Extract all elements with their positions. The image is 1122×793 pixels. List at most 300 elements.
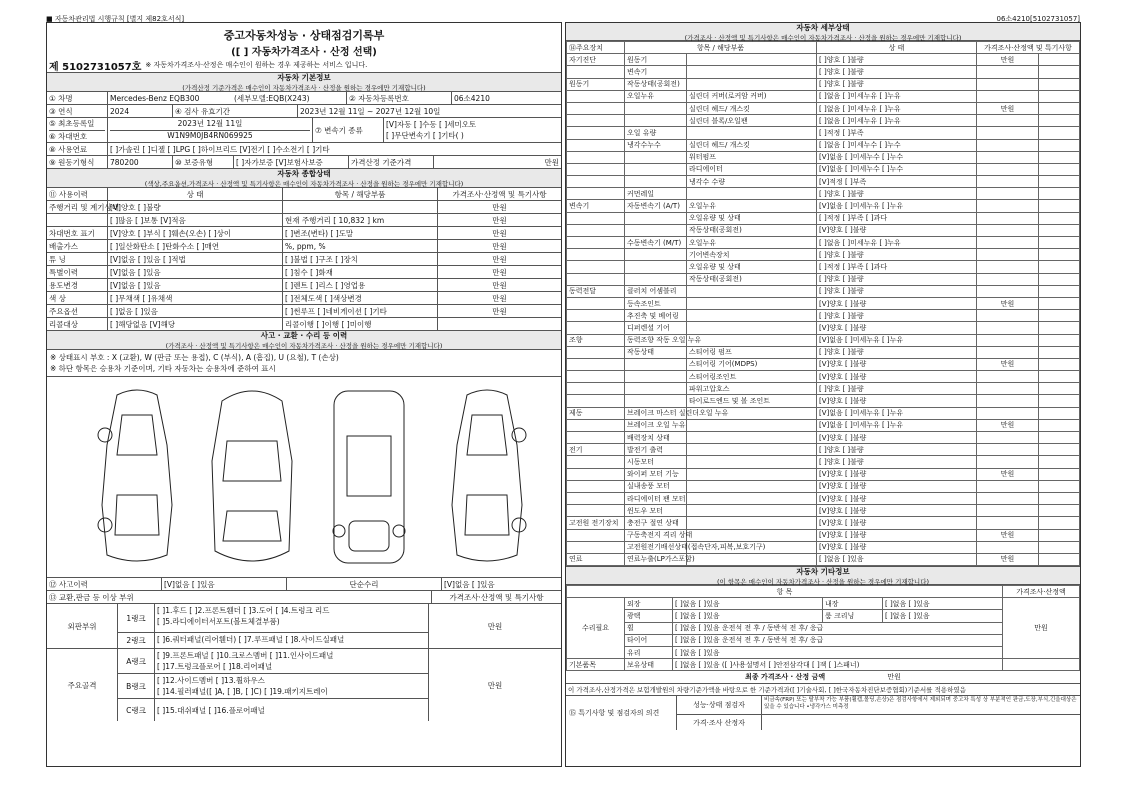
detail-item: 발전기 출력: [625, 444, 687, 456]
detail-note-cell: [1039, 54, 1080, 66]
detail-item: 배력장치 상태: [625, 432, 687, 444]
detail-item: 윈도우 모터: [625, 505, 687, 517]
model-detail: (세부모델:EQB(X243): [232, 92, 347, 104]
detail-status: [ ]양호 [ ]불량: [817, 78, 977, 90]
repair-needed-label: 수리필요: [567, 598, 625, 659]
detail-item: 실내송풍 모터: [625, 480, 687, 492]
detail-row: [567, 456, 1080, 468]
detail-price: [977, 224, 1039, 236]
basic-info-note: (가격산정 기준가격은 매수인이 자동차가격조사 · 산정을 원하는 경우에만 기재합니다): [182, 84, 426, 92]
ov-item-detail: %, ppm, %: [283, 240, 438, 252]
detail-item: [625, 102, 687, 114]
ov-item-status: [ ]없음 [ ]있음: [108, 305, 283, 317]
etc-glass-label: 유리: [625, 647, 673, 659]
overall-row: [47, 266, 561, 279]
detail-note-cell: [1039, 188, 1080, 200]
fuel-label: ⑧ 사용연료: [47, 143, 108, 155]
detail-status: [V]양호 [ ]불량: [817, 492, 977, 504]
detail-price: 만원: [977, 358, 1039, 370]
detail-part: 작동상태(공회전): [687, 273, 817, 285]
detail-price: [977, 444, 1039, 456]
outer-price: 만원: [487, 621, 503, 631]
final-price-label: 최종 가격조사 · 산정 금액: [745, 673, 826, 682]
ov-item-price: 만원: [492, 202, 507, 212]
detail-part: [687, 456, 817, 468]
ov-item-label: 튜 닝: [47, 253, 108, 265]
detail-device: 연료: [567, 553, 625, 565]
ov-item-price: 만원: [492, 241, 507, 251]
detail-price: [977, 115, 1039, 127]
ov-item-detail: 리콜이행 [ ]이행 [ ]미이행: [283, 318, 438, 330]
left-page: [46, 22, 562, 767]
detail-part: [687, 66, 817, 78]
basic-items-value: [ ]없음 [ ]있음 ([ ]사용설명서 [ ]안전삼각대 [ ]잭 [ ]스패너): [673, 659, 1003, 671]
detail-device: [567, 188, 625, 200]
final-price-note: 이 가격조사,산정가격은 보험개발원의 차량기준가액을 바탕으로 한 기준가격과([ ]기술사회, [ ]한국자동차진단보증협회)기준서를 적용하였음: [566, 684, 1080, 696]
exchange-price-head: 가격조사·산정액 및 특기사항: [449, 592, 544, 602]
detail-part: 스티어링조인트: [687, 371, 817, 383]
detail-note-cell: [1039, 407, 1080, 419]
detail-status: [ ]양호 [ ]불량: [817, 383, 977, 395]
detail-row: [567, 163, 1080, 175]
detail-status: [V]양호 [ ]불량: [817, 529, 977, 541]
detail-device: 고전원 전기장치: [567, 517, 625, 529]
ov-item-status: [V]없음 [ ]있음 [ ]적법: [108, 253, 283, 265]
detail-status: [ ]없음 [ ]미세누유 [ ]누유: [817, 115, 977, 127]
rankA-label: A랭크: [118, 649, 155, 673]
detail-item: 추진축 및 베어링: [625, 310, 687, 322]
detail-status: [ ]양호 [ ]불량: [817, 346, 977, 358]
detail-item: 작동상태: [625, 346, 687, 358]
detail-status: [V]양호 [ ]불량: [817, 541, 977, 553]
detail-row: [567, 249, 1080, 261]
legend-symbols: ※ 상태표시 부호 : X (교환), W (판금 또는 용접), C (부식), A (흠집), U (요철), T (손상): [50, 353, 339, 362]
detail-status: [V]없음 [ ]미세누유 [ ]누유: [817, 200, 977, 212]
detail-device: [567, 102, 625, 114]
detail-price: 만원: [977, 529, 1039, 541]
accident-note: (가격조사 · 산정액 및 특기사항은 매수인이 자동차가격조사 · 산정을 원하는 경우에만 기재합니다): [165, 342, 443, 350]
detail-part: [687, 492, 817, 504]
detail-device: [567, 115, 625, 127]
detail-status: [ ]양호 [ ]불량: [817, 54, 977, 66]
detail-note-cell: [1039, 297, 1080, 309]
engine-type-value: 780200: [108, 156, 173, 168]
detail-price: [977, 346, 1039, 358]
detail-price: [977, 505, 1039, 517]
detail-note-cell: [1039, 322, 1080, 334]
detail-status: [V]양호 [ ]불량: [817, 297, 977, 309]
etc-interior-label: 내장: [823, 598, 883, 610]
detail-note-cell: [1039, 237, 1080, 249]
detail-part: 타이로드엔드 및 볼 조인트: [687, 395, 817, 407]
detail-item: 수동변속기 (M/T): [625, 237, 687, 249]
detail-price: [977, 310, 1039, 322]
detail-note-cell: [1039, 224, 1080, 236]
detail-device: 변속기: [567, 200, 625, 212]
detail-note-cell: [1039, 432, 1080, 444]
base-price-unit: 만원: [544, 157, 559, 167]
detail-price: [977, 285, 1039, 297]
detail-status: [ ]없음 [ ]미세누유 [ ]누유: [817, 102, 977, 114]
ov-item-detail: 현재 주행거리 [ 10,832 ] km: [283, 214, 438, 226]
detail-note-cell: [1039, 444, 1080, 456]
detail-row: [567, 200, 1080, 212]
ov-item-status: [V]없음 [ ]있음: [108, 266, 283, 278]
doc-subtitle: ([ ] 자동차가격조사 · 산정 선택): [231, 47, 377, 58]
rankC-label: C랭크: [118, 699, 155, 721]
detail-row: [567, 492, 1080, 504]
detail-item: 동력조향 작동 오일 누유: [625, 334, 687, 346]
ov-item-detail: [ ]침수 [ ]화재: [283, 266, 438, 278]
detail-item: 라디에이터 팬 모터: [625, 492, 687, 504]
detail-row: [567, 371, 1080, 383]
detail-part: 냉각수 수량: [687, 176, 817, 188]
detail-part: 작동상태(공회전): [687, 224, 817, 236]
detail-part: 라디에이터: [687, 163, 817, 175]
detail-status: [V]없음 [ ]미세누유 [ ]누유: [817, 419, 977, 431]
detail-item: [625, 371, 687, 383]
detail-status: [ ]양호 [ ]불량: [817, 285, 977, 297]
ov-head-price: 가격조사·산정액 및 특기사항: [452, 189, 547, 199]
detail-note-cell: [1039, 127, 1080, 139]
rank2-label: 2랭크: [118, 633, 155, 648]
final-price-unit: 만원: [887, 673, 901, 682]
detail-status: [V]없음 [ ]미세누수 [ ]누수: [817, 163, 977, 175]
detail-note-cell: [1039, 456, 1080, 468]
car-left-side-diagram: [87, 385, 187, 570]
detail-device: [567, 346, 625, 358]
detail-note-cell: [1039, 468, 1080, 480]
detail-row: [567, 54, 1080, 66]
rank1-items-b: [ ]5.라디에이터서포트(볼트체결부품): [157, 617, 280, 626]
ov-head-item: 항목 / 해당부품: [283, 188, 438, 200]
rank1-label: 1랭크: [118, 604, 155, 632]
detail-status: [ ]양호 [ ]불량: [817, 310, 977, 322]
detail-price: [977, 480, 1039, 492]
detail-item: 연료누출(LP가스포함): [625, 553, 687, 565]
detail-price: [977, 541, 1039, 553]
detail-note: (가격조사 · 산정액 및 특기사항은 매수인이 자동차가격조사 · 산정을 원하는 경우에만 기재합니다): [684, 33, 962, 42]
right-page: [565, 22, 1081, 767]
detail-part: [687, 505, 817, 517]
overall-note: (색상,주요옵션,가격조사 · 산정액 및 특기사항은 매수인이 자동차가격조사 · 산정을 원하는 경우에만 기재합니다): [144, 180, 464, 188]
detail-device: [567, 261, 625, 273]
detail-device: [567, 529, 625, 541]
detail-head-device: ⑭주요장치: [567, 42, 625, 54]
detail-device: 동력전달: [567, 285, 625, 297]
detail-row: [567, 66, 1080, 78]
legend-basis: ※ 하단 항목은 승용차 기준이며, 기타 자동차는 승용차에 준하여 표시: [50, 364, 276, 373]
etc-head-item: 항 목: [567, 586, 1003, 598]
detail-status: [ ]양호 [ ]불량: [817, 188, 977, 200]
etc-table: [566, 585, 1080, 671]
detail-part: [687, 468, 817, 480]
detail-item: [625, 249, 687, 261]
detail-row: [567, 273, 1080, 285]
detail-note-cell: [1039, 78, 1080, 90]
detail-part: 기어변속장치: [687, 249, 817, 261]
detail-price: 만원: [977, 102, 1039, 114]
ov-item-detail: [283, 201, 438, 213]
detail-note-cell: [1039, 492, 1080, 504]
simple-repair-label: 단순수리: [287, 578, 442, 590]
detail-note-cell: [1039, 212, 1080, 224]
ov-item-price: 만원: [492, 228, 507, 238]
detail-status: [V]양호 [ ]불량: [817, 224, 977, 236]
detail-price: 만원: [977, 553, 1039, 565]
ov-item-label: 용도변경: [47, 279, 108, 291]
detail-note-cell: [1039, 285, 1080, 297]
detail-part: [687, 78, 817, 90]
rankC-items: [ ]15.대쉬패널 [ ]16.플로어패널: [157, 705, 265, 715]
first-reg-value: 2023년 12월 11일: [110, 118, 310, 131]
detail-row: [567, 529, 1080, 541]
warranty-value: [ ]자가보증 [V]보험사보증: [234, 156, 349, 168]
detail-note-cell: [1039, 505, 1080, 517]
detail-price: [977, 383, 1039, 395]
detail-status: [V]없음 [ ]미세누유 [ ]누유: [817, 407, 977, 419]
ov-head-history: ⑪ 사용이력: [47, 188, 108, 200]
detail-item: [625, 212, 687, 224]
detail-part: 파워고압호스: [687, 383, 817, 395]
detail-note-cell: [1039, 176, 1080, 188]
ov-item-price: 만원: [492, 254, 507, 264]
detail-price: [977, 90, 1039, 102]
detail-price: [977, 334, 1039, 346]
detail-price: [977, 456, 1039, 468]
detail-row: [567, 517, 1080, 529]
detail-device: [567, 297, 625, 309]
basic-info-title: 자동차 기본정보: [277, 73, 331, 82]
detail-price: [977, 371, 1039, 383]
appraiser-label: 가격·조사 산정자: [677, 715, 762, 730]
detail-row: [567, 212, 1080, 224]
detail-price: 만원: [977, 468, 1039, 480]
detail-row: [567, 310, 1080, 322]
detail-device: [567, 224, 625, 236]
ov-item-price: 만원: [492, 215, 507, 225]
detail-price: [977, 492, 1039, 504]
simple-repair-value: [V]없음 [ ]있음: [444, 579, 495, 589]
detail-item: 고전원전기배선상태(접속단자,피복,보호기구): [625, 541, 687, 553]
detail-row: [567, 127, 1080, 139]
detail-price: [977, 237, 1039, 249]
detail-device: [567, 541, 625, 553]
detail-status: [V]양호 [ ]불량: [817, 432, 977, 444]
detail-device: 원동기: [567, 78, 625, 90]
detail-row: [567, 322, 1080, 334]
detail-device: [567, 139, 625, 151]
detail-device: [567, 176, 625, 188]
detail-item: 원동기: [625, 54, 687, 66]
detail-note-cell: [1039, 139, 1080, 151]
detail-row: [567, 432, 1080, 444]
detail-status: [V]적정 [ ]부족: [817, 176, 977, 188]
ov-item-status: [V]양호 [ ]불량: [108, 201, 283, 213]
detail-price: 만원: [977, 54, 1039, 66]
detail-item: 디퍼렌셜 기어: [625, 322, 687, 334]
detail-note-cell: [1039, 261, 1080, 273]
detail-part: [687, 322, 817, 334]
detail-part: [687, 188, 817, 200]
detail-status: [ ]없음 [ ]있음: [817, 553, 977, 565]
detail-row: [567, 480, 1080, 492]
detail-note-cell: [1039, 419, 1080, 431]
detail-status: [V]양호 [ ]불량: [817, 358, 977, 370]
detail-item: 시동모터: [625, 456, 687, 468]
frame-label: 주요골격: [47, 649, 118, 721]
detail-part: [687, 529, 817, 541]
detail-row: [567, 297, 1080, 309]
accident-history-value: [V]없음 [ ]있음: [162, 578, 287, 590]
detail-part: [687, 480, 817, 492]
overall-row: [47, 279, 561, 292]
detail-status: [ ]양호 [ ]불량: [817, 273, 977, 285]
rankA-items-a: [ ]9.프론트패널 [ ]10.크로스멤버 [ ]11.인사이드패널: [157, 651, 334, 660]
ov-item-detail: [ ]렌트 [ ]리스 [ ]영업용: [283, 279, 438, 291]
inspector-opinion: 비금속(FRP) 또는 탈부착 가능 부품(휠캡,몰딩,손상)은 점검사항에서 제외되며 중고차 특성 상 부분적인 판금,도장,부식,긴을대상은 있을 수 있습니다 •냉각가스 미측정: [764, 697, 1077, 711]
detail-status: [ ]양호 [ ]불량: [817, 66, 977, 78]
detail-device: 전기: [567, 444, 625, 456]
detail-price: [977, 322, 1039, 334]
overall-rows: [47, 201, 561, 331]
detail-device: [567, 358, 625, 370]
overall-row: [47, 305, 561, 318]
detail-item: [625, 358, 687, 370]
detail-note-cell: [1039, 200, 1080, 212]
detail-price: [977, 432, 1039, 444]
exchange-head: ⑬ 교환,판금 등 이상 부위: [47, 591, 432, 603]
detail-device: [567, 249, 625, 261]
detail-device: [567, 383, 625, 395]
detail-part: 오일누유: [687, 237, 817, 249]
detail-item: 브레이크 마스터 실린더오일 누유: [625, 407, 687, 419]
inspector-label: 성능·상태 점검자: [677, 696, 762, 714]
detail-item: [625, 163, 687, 175]
detail-price: [977, 78, 1039, 90]
detail-status: [ ]적정 [ ]부족 [ ]과다: [817, 261, 977, 273]
detail-item: [625, 383, 687, 395]
reg-number-value: 06소4210: [454, 93, 490, 103]
detail-part: [687, 517, 817, 529]
detail-part: [687, 553, 817, 565]
detail-status: [V]없음 [ ]미세누유 [ ]누유: [817, 334, 977, 346]
detail-device: [567, 468, 625, 480]
detail-price: [977, 517, 1039, 529]
detail-row: [567, 358, 1080, 370]
ov-item-status: [V]없음 [ ]있음: [108, 279, 283, 291]
detail-status: [ ]적정 [ ]부족: [817, 127, 977, 139]
accident-title: 사고 · 교환 · 수리 등 이력: [260, 331, 348, 340]
ov-item-label: 리콜대상: [47, 318, 108, 330]
detail-item: [625, 151, 687, 163]
transmission-label: ⑦ 변속기 종류: [313, 118, 384, 142]
detail-row: [567, 334, 1080, 346]
form-header-right: 06소4210[5102731057]: [996, 15, 1080, 23]
detail-note-cell: [1039, 163, 1080, 175]
detail-status: [V]양호 [ ]불량: [817, 395, 977, 407]
warranty-label: ⑩ 보증유형: [173, 156, 234, 168]
detail-row: [567, 139, 1080, 151]
detail-item: 오일누유: [625, 90, 687, 102]
detail-device: [567, 371, 625, 383]
detail-device: [567, 237, 625, 249]
detail-status: [ ]없음 [ ]미세누유 [ ]누유: [817, 90, 977, 102]
detail-row: [567, 346, 1080, 358]
ov-item-label: 차대번호 표기: [47, 227, 108, 239]
detail-note-cell: [1039, 346, 1080, 358]
detail-note-cell: [1039, 102, 1080, 114]
overall-row: [47, 201, 561, 214]
detail-device: [567, 310, 625, 322]
detail-price: [977, 127, 1039, 139]
doc-service-note: ※ 자동차가격조사·산정은 매수인이 원하는 경우 제공하는 서비스 입니다.: [145, 61, 368, 69]
detail-price: [977, 163, 1039, 175]
frame-price: 만원: [487, 680, 503, 690]
model-value: Mercedes-Benz EQB300: [110, 93, 200, 103]
detail-row: [567, 553, 1080, 565]
ov-item-price: 만원: [492, 293, 507, 303]
detail-device: [567, 66, 625, 78]
outer-panel-label: 외판부위: [47, 604, 118, 648]
detail-part: 실린더 헤드/ 개스킷: [687, 102, 817, 114]
vin-value: W1N9M0JB4RN069925: [167, 130, 253, 140]
detail-device: [567, 90, 625, 102]
inspection-label: ④ 검사 유효기간: [173, 105, 298, 117]
detail-note-cell: [1039, 115, 1080, 127]
detail-head-status: 상 태: [817, 42, 977, 54]
detail-device: [567, 395, 625, 407]
etc-polish-value: [ ]없음 [ ]있음: [673, 610, 823, 622]
rankB-label: B랭크: [118, 674, 155, 698]
overall-row: [47, 253, 561, 266]
detail-part: [687, 54, 817, 66]
detail-price: [977, 407, 1039, 419]
base-price-label: 가격산정 기준가격: [349, 156, 434, 168]
rankB-items-b: [ ]14.필러패널([ ]A, [ ]B, [ ]C) [ ]19.패키지트레이: [157, 687, 328, 696]
detail-part: [687, 432, 817, 444]
detail-device: [567, 505, 625, 517]
detail-part: [687, 444, 817, 456]
detail-note-cell: [1039, 529, 1080, 541]
detail-price: [977, 151, 1039, 163]
detail-part: 실린더 커버(로커암 커버): [687, 90, 817, 102]
detail-row: [567, 115, 1080, 127]
detail-note-cell: [1039, 358, 1080, 370]
detail-item: 냉각수누수: [625, 139, 687, 151]
detail-note-cell: [1039, 541, 1080, 553]
detail-part: [687, 297, 817, 309]
detail-note-cell: [1039, 310, 1080, 322]
detail-row: [567, 261, 1080, 273]
ov-item-status: [ ]많음 [ ]보통 [V]적음: [108, 214, 283, 226]
etc-note: (이 항목은 매수인이 자동차가격조사 · 산정을 원하는 경우에만 기재합니다): [716, 577, 930, 586]
detail-status: [V]양호 [ ]불량: [817, 480, 977, 492]
etc-tire-value: [ ]없음 [ ]있음 운전석 전 후 / 동반석 전 후/ 응급: [673, 634, 1003, 646]
detail-price: 만원: [977, 419, 1039, 431]
detail-price: [977, 200, 1039, 212]
detail-item: 클러치 어셈블리: [625, 285, 687, 297]
overall-row: [47, 240, 561, 253]
ov-item-detail: [ ]변조(변타) [ ]도말: [283, 227, 438, 239]
etc-exterior-value: [ ]없음 [ ]있음: [673, 598, 823, 610]
ov-item-status: [ ]무채색 [ ]유채색: [108, 292, 283, 304]
ov-item-price: 만원: [492, 306, 507, 316]
detail-status: [ ]양호 [ ]불량: [817, 456, 977, 468]
overall-row: [47, 227, 561, 240]
detail-item: 작동상태(공회전): [625, 78, 687, 90]
ov-item-label: 주요옵션: [47, 305, 108, 317]
